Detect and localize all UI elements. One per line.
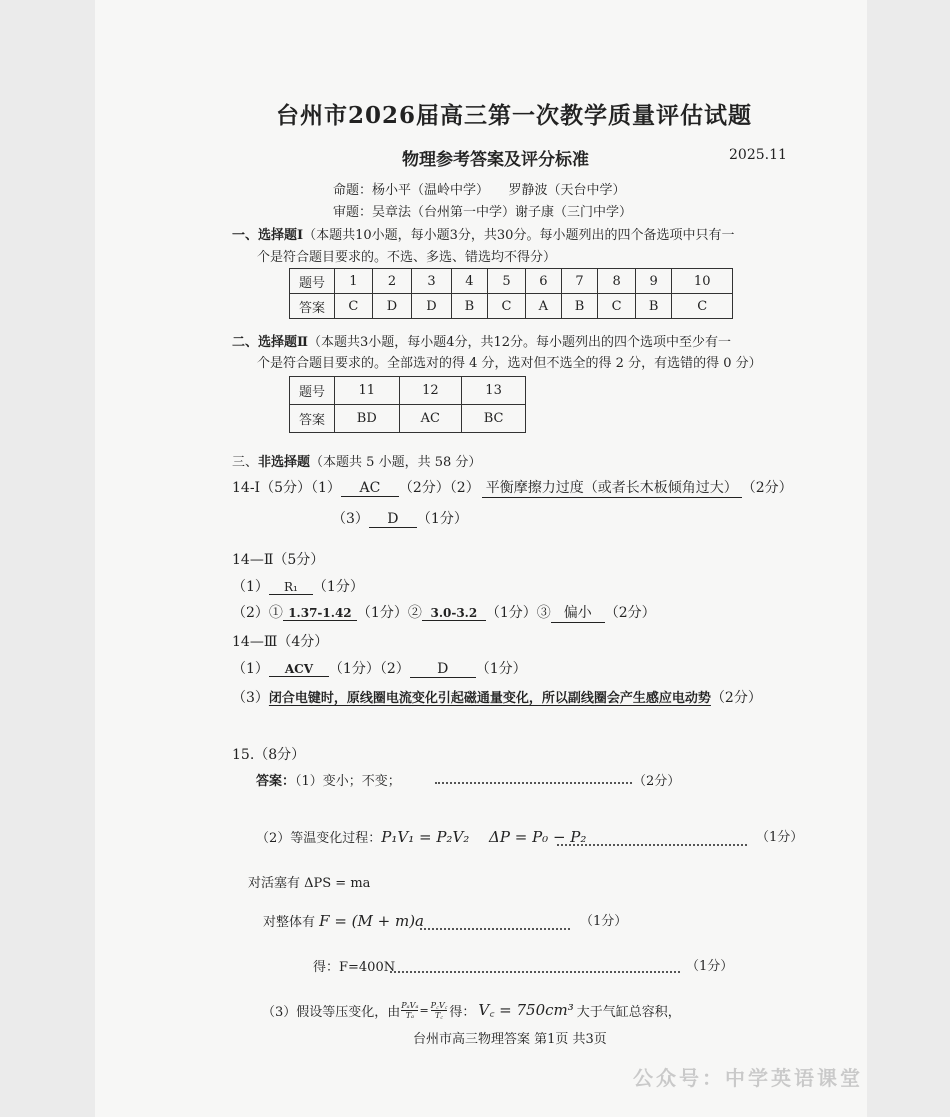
fraction-left-numerator: PₐVₐ (401, 1000, 419, 1010)
q15-line4 (263, 911, 424, 930)
equals-sign: = (419, 1003, 429, 1017)
q15-label: 15.（8分） (232, 747, 306, 763)
answer-cell: A (525, 294, 561, 319)
q14-3-score1: （1分）（2） (328, 661, 410, 677)
q14-2-answer1: R₁ (269, 580, 313, 595)
q14-2-score4: （2分） (604, 605, 656, 621)
q14-3-answer3: 闭合电键时，原线圈电流变化引起磁通量变化，所以副线圈会产生感应电动势 (268, 691, 711, 706)
reviewers-line: 审题：吴章法（台州第一中学）谢子康（三门中学） (333, 205, 633, 220)
section1-answer-table (289, 268, 733, 319)
q15-part4-prefix: 对整体有 (263, 915, 316, 930)
q14-2-score3: （1分）③ (485, 605, 551, 621)
section3-title: 非选择题 (258, 455, 311, 470)
row-label-answer: 答案 (290, 294, 335, 319)
q15-part3-rest: 大于气缸总容积， (576, 1004, 681, 1020)
q14-1-line2 (332, 508, 468, 528)
q14-3-part1: （1） (232, 661, 269, 677)
q15-line5: 得：F=400N (313, 960, 396, 975)
q15-answer-prefix: 答案： (256, 774, 296, 789)
date: 2025.11 (729, 147, 787, 163)
section1-desc-line1: （本题共10小题，每小题3分，共30分。每小题列出的四个备选项中只有一 (303, 228, 735, 243)
q14-3-score2: （1分） (475, 661, 527, 677)
section1-desc-line2: 个是符合题目要求的。不选、多选、错选均不得分） (257, 250, 557, 265)
q14-1-answer1: AC (341, 480, 399, 497)
page-subtitle: 物理参考答案及评分标准 (402, 150, 589, 170)
q14-2-score2: （1分）② (356, 605, 422, 621)
setters-line: 命题：杨小平（温岭中学） 罗静波（天台中学） (333, 183, 626, 198)
question-number-cell: 11 (335, 377, 400, 405)
section2-heading: 二、选择题Ⅱ (232, 335, 308, 350)
answer-cell: AC (399, 405, 462, 433)
dotted-leader (557, 843, 747, 846)
q14-2-line2 (232, 602, 656, 623)
question-number-cell: 3 (412, 269, 451, 294)
dotted-leader (420, 927, 570, 930)
q14-1-score3: （1分） (416, 511, 468, 527)
question-number-cell: 10 (672, 269, 733, 294)
q14-1-answer3: D (369, 511, 417, 528)
q14-3-line1 (232, 658, 527, 678)
question-number-cell: 12 (399, 377, 462, 405)
question-number-cell: 2 (372, 269, 411, 294)
answer-cell: C (672, 294, 733, 319)
q14-2-answer4: 偏小 (551, 602, 605, 623)
row-label-number: 题号 (290, 377, 335, 405)
answer-cell: BC (462, 405, 526, 433)
fraction-right (431, 1001, 448, 1020)
q14-2-answer3: 3.0-3.2 (422, 606, 486, 621)
fraction-right-denominator: T꜀ (434, 1010, 444, 1020)
answer-cell: BD (335, 405, 400, 433)
q14-2-line1 (232, 576, 364, 596)
question-number-cell: 7 (561, 269, 597, 294)
q15-line1 (256, 770, 401, 789)
section2-answer-table (289, 376, 526, 433)
section3-desc: （本题共 5 小题，共 58 分） (310, 455, 482, 470)
page-footer: 台州市高三物理答案 第1页 共3页 (413, 1032, 607, 1047)
q14-1-part3: （3） (332, 511, 369, 527)
q15-line2 (256, 826, 586, 847)
q14-1-line1 (232, 477, 793, 498)
question-number-cell: 6 (525, 269, 561, 294)
q15-part3-prefix: （3）假设等压变化，由 (262, 1004, 401, 1020)
question-number-cell: 1 (335, 269, 373, 294)
fraction-left-denominator: Tₐ (405, 1010, 415, 1020)
q14-1-score2: （2分） (741, 480, 793, 496)
q14-2-part1: （1） (232, 579, 269, 595)
answer-cell: B (451, 294, 487, 319)
q15-part4-equation: F = (M + m)a (319, 912, 425, 930)
q15-score5: （1分） (686, 959, 734, 974)
answer-cell: B (635, 294, 671, 319)
section2-desc-line1: （本题共3小题，每小题4分，共12分。每小题列出的四个选项中至少有一 (307, 335, 732, 350)
answer-cell: D (372, 294, 411, 319)
q15-score4: （1分） (580, 914, 628, 929)
q15-score1: （2分） (633, 774, 681, 789)
section1-heading: 一、选择题Ⅰ (232, 228, 304, 243)
q14-3-score3: （2分） (710, 690, 762, 706)
q14-3-line2 (232, 687, 762, 707)
row-label-answer: 答案 (290, 405, 335, 433)
section2-desc (232, 331, 731, 350)
fraction-left (401, 1001, 418, 1020)
watermark: 公众号：中学英语课堂 (633, 1066, 863, 1090)
q14-2-part2: （2）① (232, 605, 283, 621)
q14-3-answer2: D (410, 661, 476, 678)
section2-desc-line2: 个是符合题目要求的。全部选对的得 4 分，选对但不选全的得 2 分，有选错的得 0 分） (257, 356, 762, 371)
q14-3-answer1: ACV (269, 662, 329, 677)
q15-part1: （1）变小；不变； (295, 774, 401, 789)
section1-desc (232, 224, 734, 243)
dotted-leader (390, 970, 680, 973)
answer-cell: C (488, 294, 526, 319)
row-label-number: 题号 (290, 269, 335, 294)
q15-part3-get: 得： (449, 1004, 476, 1020)
q14-2-score1: （1分） (312, 579, 364, 595)
question-number-cell: 4 (451, 269, 487, 294)
q14-2-label: 14—Ⅱ（5分） (232, 552, 325, 568)
q14-1-answer2: 平衡摩擦力过度（或者长木板倾角过大） (482, 477, 742, 498)
question-number-cell: 9 (635, 269, 671, 294)
q15-score2: （1分） (756, 830, 804, 845)
q14-3-label: 14—Ⅲ（4分） (232, 634, 329, 650)
section3-prefix: 三、 (232, 455, 259, 470)
answer-cell: C (335, 294, 373, 319)
q15-line3: 对活塞有 ΔPS = ma (248, 876, 371, 891)
answer-cell: C (598, 294, 636, 319)
question-number-cell: 8 (598, 269, 636, 294)
q15-part3-equation: V꜀ = 750cm³ (478, 1001, 574, 1019)
q15-part2-prefix: （2）等温变化过程： (256, 831, 382, 846)
q14-1-label: 14-Ⅰ（5分）（1） (232, 480, 341, 496)
section3-heading (232, 451, 481, 470)
question-number-cell: 5 (488, 269, 526, 294)
q15-part2-equation: P₁V₁ = P₂V₂ ΔP = P₀ − P₂ (381, 828, 587, 846)
page-title: 台州市2026届高三第一次教学质量评估试题 (276, 102, 753, 129)
answer-cell: D (412, 294, 451, 319)
q14-3-part3: （3） (232, 690, 269, 706)
q14-2-answer2: 1.37-1.42 (283, 606, 357, 621)
q15-line6 (262, 1000, 681, 1020)
q14-1-score1: （2分）（2） (398, 480, 480, 496)
question-number-cell: 13 (462, 377, 526, 405)
dotted-leader (435, 781, 632, 784)
answer-cell: B (561, 294, 597, 319)
fraction-right-numerator: P꜀V꜀ (430, 1000, 448, 1010)
